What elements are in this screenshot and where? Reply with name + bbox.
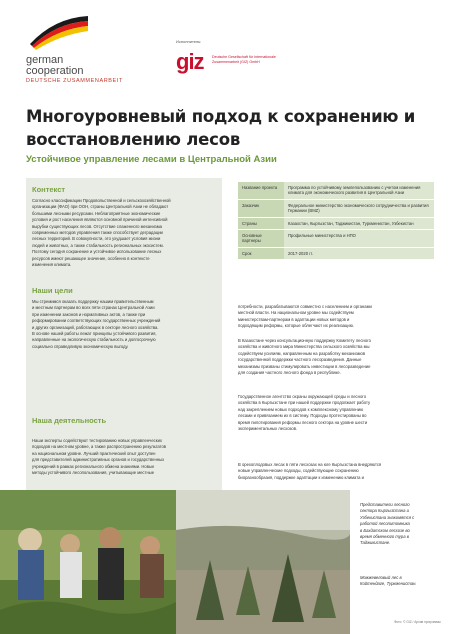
photo-nursery-visit xyxy=(0,490,176,634)
right-p3-line: над закреплением новых подходов к комплексному управлению xyxy=(238,406,364,412)
page-title-line1: Многоуровневый подход к сохранению и xyxy=(26,107,416,126)
brand-line-deutsche: DEUTSCHE ZUSAMMENARBEIT xyxy=(26,78,123,84)
right-p4-line: новые управленческие подходы, содействующие сохранению xyxy=(238,468,359,474)
info-value: Программа по устойчивому землепользованию с учетом изменения климата для экономического развития в Центральной Азии xyxy=(284,182,434,199)
info-value: Федеральное министерство экономического сотрудничества и развития Германии (BMZ) xyxy=(284,199,434,217)
right-p2-line: для создания частного лесного фонда в республике. xyxy=(238,370,341,376)
goals-line: и других организаций, работающих в секторе лесного хозяйства. xyxy=(32,324,159,330)
activity-line: для представителей административных органов и государственных xyxy=(32,457,165,463)
context-line: большими лесными ресурсами. Неблагоприятные экономические xyxy=(32,210,161,216)
context-paragraph xyxy=(32,198,218,268)
right-p2-line: механизмы призваны стимулировать инвестиции в лесоразведение xyxy=(238,363,371,369)
context-line: организации (ФАО) при ООН, страны Центральной Азии не обладают xyxy=(32,204,169,210)
implementer-label: Исполнитель: xyxy=(176,39,202,44)
goals-line: В основе нашей работы лежат принципы устойчивого развития, xyxy=(32,331,157,337)
info-table-row xyxy=(238,182,434,199)
caption1-line: работой лесопитомника xyxy=(360,521,410,527)
activity-line: учреждений в рамках регионального обмена знаниями. Новые xyxy=(32,463,155,469)
context-line: условия и рост населения являются основной причиной интенсивной xyxy=(32,217,168,223)
info-key: Заказчик xyxy=(238,199,284,217)
giz-logo: giz xyxy=(176,49,204,74)
activity-line: на национальном уровне. Лучший практический опыт доступен xyxy=(32,450,156,456)
info-table-row xyxy=(238,217,434,229)
context-line: Согласно классификации Продовольственной и сельскохозяйственной xyxy=(32,198,171,203)
info-key: Срок xyxy=(238,247,284,259)
goals-line: при изменении законов и нормативных актов, а также при xyxy=(32,311,146,317)
activity-line: Наши эксперты содействуют тестированию новых управленческих xyxy=(32,438,163,443)
info-key: Название проекта xyxy=(238,182,284,199)
right-p3-line: экспериментальных лесхозов. xyxy=(238,426,298,432)
giz-name: Deutsche Gesellschaft für Internationale Zusammenarbeit (GIZ) GmbH xyxy=(212,55,276,64)
right-p2-line: хозяйства и животного мира Министерства сельского хозяйства мы xyxy=(238,344,370,350)
context-line: лесных территорий. В совокупности, это ухудшает условия жизни xyxy=(32,236,161,242)
right-p4-line: В орехоплодовых лесах в пяти лесхозах на юге Кыргызстана внедряются xyxy=(238,462,382,467)
right-p1-line: министерствам-партнерам в адаптации новых методов и xyxy=(238,316,350,322)
goals-line: и местным партнерам во всех пяти странах Центральной Азии xyxy=(32,305,155,311)
goals-heading: Наши цели xyxy=(32,286,73,295)
right-paragraph-1 xyxy=(238,304,430,330)
right-paragraph-3 xyxy=(238,394,430,432)
info-value: 2017-2020 гг. xyxy=(284,247,434,259)
goals-paragraph xyxy=(32,299,218,350)
right-p1-line: потребности, разрабатываются совместно с населением и органами xyxy=(238,304,372,309)
page-title-line2: восстановлению лесов xyxy=(26,130,241,149)
activity-line: методы устойчивого лесопользования, учитывающие местные xyxy=(32,470,155,476)
caption-juniper xyxy=(360,575,417,588)
caption2-line: Можжевеловый лес в xyxy=(360,575,402,580)
right-p3-line: лесами и привязанием их в систему. Подходы протестированы во xyxy=(238,413,367,419)
right-paragraph-4 xyxy=(238,462,430,481)
info-table-row xyxy=(238,199,434,217)
right-p3-line: хозяйства в Кыргызстане при нашей поддержке продолжает работу xyxy=(238,400,371,406)
right-p4-line: биоразнообразия, поддержке адаптации к изменению климата и xyxy=(238,474,364,480)
right-paragraph-2 xyxy=(238,338,430,376)
info-table-row xyxy=(238,247,434,259)
project-info-table xyxy=(238,182,434,260)
context-line: вырубки существующих лесов. Отсутствие слаженного механизма xyxy=(32,223,162,229)
caption2-line: Койтендаге, Туркменистан. xyxy=(360,581,417,587)
caption-nursery xyxy=(360,502,414,547)
context-line: людей и животных, а также стабильность региональных экосистем. xyxy=(32,242,164,248)
german-flag-logo xyxy=(26,14,92,54)
caption1-line: Узбекистана знакомятся с xyxy=(360,514,415,520)
goals-line: Мы стремимся оказать поддержку нашим правительственным xyxy=(32,299,154,304)
goals-line: реформировании соответствующих государственных учреждений xyxy=(32,318,161,324)
caption1-line: сектора Кыргызстана и xyxy=(360,508,409,514)
brand-line-cooperation: cooperation xyxy=(26,65,84,77)
right-p2-line: содействуем усилиям, направленным на разработку механизмов xyxy=(238,350,366,356)
context-heading: Контекст xyxy=(32,185,66,194)
caption1-line: в Бахдатском лесхозе во xyxy=(360,527,410,533)
photo-credit: Фото: © GIZ / Архив программы xyxy=(394,620,441,624)
context-line: ресурсов имеют решающее значение, особенно в контексте xyxy=(32,255,150,261)
info-table-row xyxy=(238,230,434,248)
caption1-line: время обменного тура в xyxy=(360,534,409,540)
caption1-line: Таджикистане. xyxy=(360,540,391,546)
activity-heading: Наша деятельность xyxy=(32,416,107,425)
context-line: Поэтому сегодня сохранение и устойчивое использование лесных xyxy=(32,249,162,255)
info-value: Казахстан, Кыргызстан, Таджикистан, Туркменистан, Узбекистан xyxy=(284,217,434,229)
right-p2-line: В Казахстане через консультационную поддержку Комитету лесного xyxy=(238,338,371,343)
info-key: Страны xyxy=(238,217,284,229)
right-p1-line: подходящим реформы, которые облегчают их реализацию. xyxy=(238,323,355,329)
goals-line: социально справедливую экономическую выгоду. xyxy=(32,343,129,349)
right-p3-line: Государственное агентство охраны окружающей среды и лесного xyxy=(238,394,367,399)
right-p3-line: время пилотирования реформы лесного сектора на уровне шести xyxy=(238,419,368,425)
info-value: Профильные министерства и НПО xyxy=(284,230,434,248)
photo-juniper-forest xyxy=(176,490,350,634)
goals-line: направленные на экологическую стабильность и долгосрочную xyxy=(32,337,156,343)
activity-line: подходов на местном уровне, а также распространению результатов xyxy=(32,444,167,450)
caption1-line: Представители лесного xyxy=(360,502,410,507)
brand-line-german: german xyxy=(26,54,64,66)
activity-paragraph xyxy=(32,438,218,476)
context-line: изменения климата. xyxy=(32,262,72,268)
context-line: современных методов управления также способствует деградации xyxy=(32,230,163,236)
info-key: Основные партнеры xyxy=(238,230,284,248)
page-subtitle: Устойчивое управление лесами в Центральной Азии xyxy=(26,154,277,165)
right-p1-line: местной власти. На национальном уровне мы содействуем xyxy=(238,310,354,316)
right-p2-line: государственной поддержки частного лесоразведения. Данные xyxy=(238,357,362,363)
